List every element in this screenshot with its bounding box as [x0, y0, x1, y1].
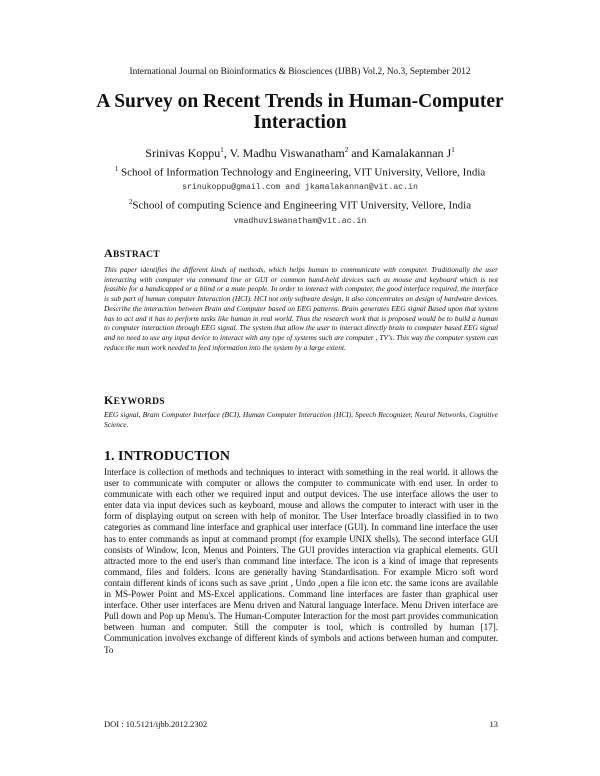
- paper-title: A Survey on Recent Trends in Human-Computer Interaction: [96, 91, 504, 133]
- author-1: Srinivas Koppu: [145, 146, 221, 160]
- introduction-body: [104, 467, 498, 656]
- author-1-affil-mark: 1: [220, 146, 224, 154]
- keywords-text: EEG signal, Brain Computer Interface (BCI), Human Computer Interaction (HCI), Speech Recognizer, Neural Networks, Cognitive Science.: [104, 410, 498, 429]
- affiliation-1: [0, 165, 600, 179]
- abstract-heading-initial: A: [104, 246, 113, 260]
- author-2: , V. Madhu Viswanatham: [223, 146, 345, 160]
- keywords-heading-initial: K: [104, 393, 114, 407]
- introduction-paragraph: Interface is collection of methods and techniques to interact with something in the real world. it allows the user to communicate with computer or allows the computer to communicate with end user. In order to communicate with each other we required input and output devices. The use interface allows the user to enter data via input devices such as keyboard, mouse and allows the computer to interact with user in the form of displaying output on screen with help of monitor. The User Interface broadly classified in to two categories as command line interface and graphical user interface (GUI). In command line interface the user has to enter commands as input at command prompt (for example UNIX shells). The second interface GUI consists of Window, Icon, Menus and Pointers. The GUI provides interaction via graphical elements. GUI attracted more to the end user's than command line interface. The icon is a kind of image that represents command, files and folders. Icons are generally having Standardisation. For example Micro soft word contain different kinds of icons such as save ,print , Undo ,open a file icon etc. the same icons are available in MS-Power Point and MS-Excel applications. Command line interfaces are faster than graphical user interface. Other user interfaces are Menu driven and Natural language Interface. Menu Driven interface are Pull down and Pop up Menu's. The Human-Computer Interaction for the most part provides communication between human and computer. Still the computer is tool, which is controlled by human [17]. Communication involves exchange of different kinds of symbols and actions between human and computer. To: [104, 467, 498, 655]
- introduction-heading: 1. INTRODUCTION: [104, 449, 231, 464]
- affiliation-2-mark: 2: [128, 198, 133, 206]
- abstract-heading-rest: BSTRACT: [112, 250, 160, 260]
- author-2-affil-mark: 2: [344, 146, 349, 154]
- affiliation-2-text: School of computing Science and Engineering VIT University, Vellore, India: [132, 199, 472, 212]
- keywords-heading-rest: EYWORDS: [113, 397, 165, 407]
- email-line-2: vmadhuviswanatham@vit.ac.in: [233, 217, 367, 226]
- author-3-affil-mark: 1: [451, 146, 455, 154]
- email-line-1: srinukoppu@gmail.com and jkamalakannan@vit.ac.in: [182, 183, 418, 192]
- affiliation-1-text: School of Information Technology and Engineering, VIT University, Vellore, India: [118, 166, 486, 179]
- abstract-text: This paper identifies the different kinds of methods, which helps human to communicate with computer. Traditionally the user interacting with computer via command line or GUI or common hand-held devices such as mouse and keyboard which is not feasible for a handicapped or a blind or a mute people. In order to interact with computer, the good interface required, the interface is sub part of human computer Interaction (HCI). HCI not only software design, it also concentrates on design of hardware devices. Describe the interaction between Brain and Computer based on EEG patterns. Brain generates EEG signal Based upon that system has to act and it has to perform tasks like human in real world. Thus the research work that is proposed would be to build a human to computer interaction through EEG signal. The system that allow the user to interact directly brain to computer based EEG signal and no need to use any input device to interact with any type of systems such are computer , TV's. This way the computer system can reduce the man work needed to feed information into the system by a large extent.: [104, 265, 498, 352]
- author-list: [0, 146, 600, 161]
- author-3: and Kamalakannan J: [348, 146, 452, 160]
- doi-footer: DOI : 10.5121/ijbb.2012.2302: [104, 719, 208, 729]
- page-number: 13: [489, 719, 498, 729]
- journal-header: International Journal on Bioinformatics & Biosciences (IJBB) Vol.2, No.3, September 2012: [129, 67, 471, 77]
- affiliation-2: [0, 198, 600, 212]
- affiliation-1-mark: 1: [114, 165, 119, 173]
- abstract-heading: [104, 246, 160, 261]
- keywords-heading: [104, 393, 165, 408]
